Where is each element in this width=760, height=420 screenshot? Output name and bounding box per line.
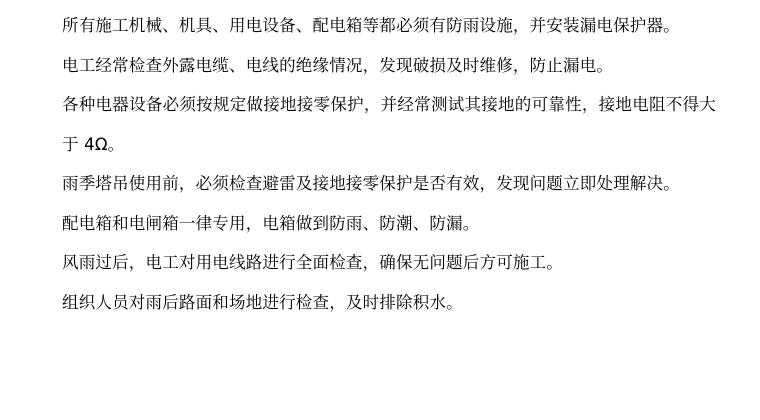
paragraph-6: 风雨过后，电工对用电线路进行全面检查，确保无问题后方可施工。: [62, 253, 563, 272]
paragraph-3: 各种电器设备必须按规定做接地接零保护，并经常测试其接地的可靠性，接地电阻不得大于 4Ω。: [62, 95, 716, 154]
paragraph-7: 组织人员对雨后路面和场地进行检查，及时排除积水。: [62, 292, 463, 312]
paragraph-2: 电工经常检查外露电缆、电线的绝缘情况，发现破损及时维修，防止漏电。: [62, 55, 614, 75]
paragraph-1: 所有施工机械、机具、用电设备、配电箱等都必须有防雨设施，并安装漏电保护器。: [62, 16, 680, 35]
paragraph-4: 雨季塔吊使用前，必须检查避雷及接地接零保护是否有效，发现问题立即处理解决。: [62, 174, 680, 193]
paragraph-5: 配电箱和电闸箱一律专用，电箱做到防雨、防潮、防漏。: [62, 213, 480, 233]
